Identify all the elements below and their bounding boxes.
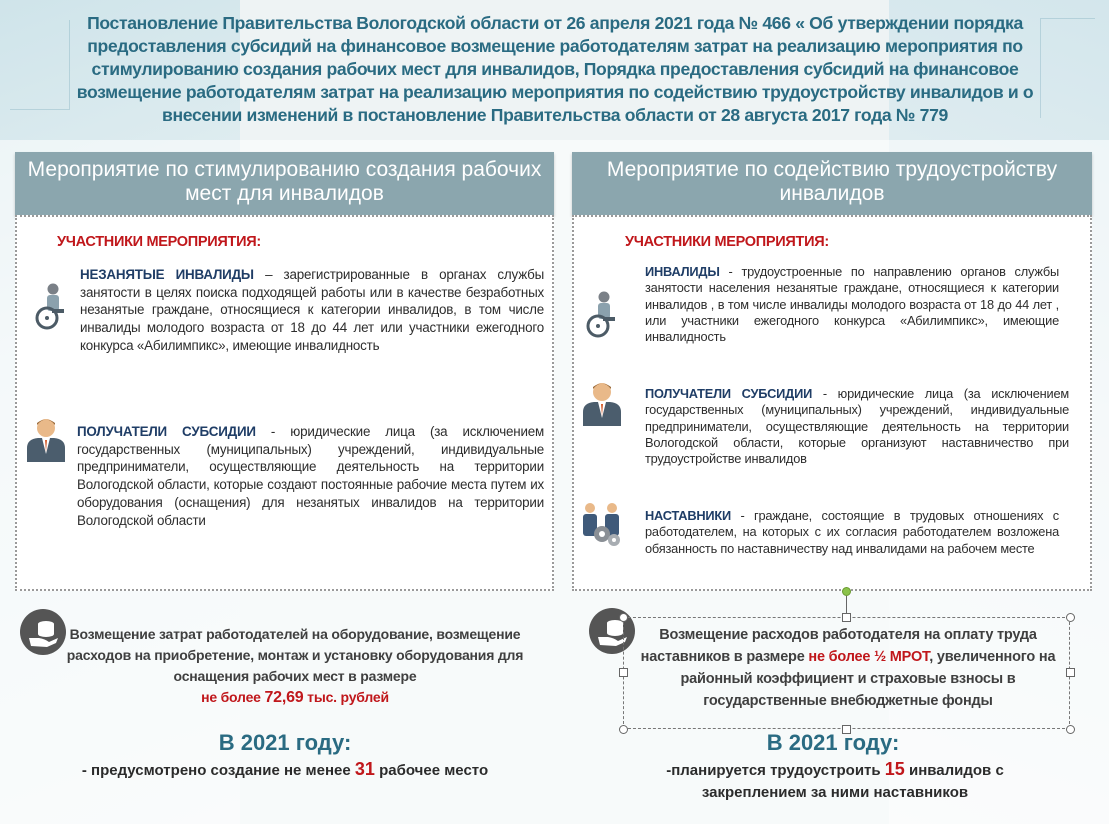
right-compensation-text-2: , увеличенного на районный коэффициент и страховые взносы в государственные внебюджетные фонды [680,649,1056,709]
resize-handle[interactable] [1066,725,1075,734]
wheelchair-user-icon [583,290,619,343]
businessman-icon [24,416,68,467]
left-recipients-description [77,423,544,529]
left-compensation-text: Возмещение затрат работодателей на оборудование, возмещение расходов на приобретение, монтаж и установку оборудования для оснащения рабочих мест в размере [66,626,524,684]
right-recipients-text: - юридические лица (за исключением государственных (муниципальных) учреждений, индивидуальные предприниматели, осуществляющие деятельность на территории Вологодской области, которые организуют наставничество при трудоустройстве инвалидов [645,386,1069,467]
right-compensation-info [636,624,1060,712]
left-year-prefix: - предусмотрено создание не менее [81,762,355,779]
right-section-title: УЧАСТНИКИ МЕРОПРИЯТИЯ: [625,234,829,250]
resize-handle[interactable] [619,668,628,677]
right-year-number: 15 [884,759,905,779]
left-section-title: УЧАСТНИКИ МЕРОПРИЯТИЯ: [57,234,261,250]
right-mentors-description [645,508,1059,557]
mentors-term: НАСТАВНИКИ [645,508,732,523]
right-compensation-limit: не более ½ МРОТ [808,649,930,665]
disabled-term: ИНВАЛИДЫ [645,264,720,279]
left-compensation-info [60,624,530,708]
left-limit-prefix: не более [201,689,265,705]
recipients-text: - юридические лица (за исключением государственных (муниципальных) учреждений, индивидуальные предприниматели, осуществляющие деятельность на территории Вологодской области, которые создают постоянные рабочие места путем их оборудования (оснащения) для незанятых инвалидов на территории Вологодской области [77,424,544,528]
left-year-suffix: рабочее место [374,762,489,779]
wheelchair-user-icon [32,282,68,335]
mentors-gears-icon [578,500,626,553]
left-column-header: Мероприятие по стимулированию создания рабочих мест для инвалидов [15,152,554,215]
recipients-term: ПОЛУЧАТЕЛИ СУБСИДИИ [77,424,256,439]
unemployed-text: – зарегистрированные в органах службы занятости в целях поиска подходящей работы или в качестве безработных незанятые граждане, относящиеся к категории инвалидов, в том числе инвалиды молодого возраста от 18 до 44 лет или участники ежегодного конкурса «Абилимпикс», имеющие инвалидность [80,267,544,353]
left-year-plan [30,758,540,782]
right-year-title: В 2021 году: [766,730,900,755]
left-limit-suffix: тыс. рублей [303,689,389,705]
disabled-text: - трудоустроенные по направлению органов службы занятости населения незанятые граждане, относящиеся к категории инвалидов , в том числе инвалиды молодого возраста от 18 до 44 лет , или участники ежегодного конкурса «Абилимпикс», имеющие инвалидность [645,264,1059,345]
left-year-title: В 2021 году: [218,730,352,755]
businessman-icon [580,380,624,431]
right-year-plan [640,758,1030,804]
resize-handle[interactable] [619,725,628,734]
right-year-prefix: -планируется трудоустроить [666,762,885,779]
rotate-handle[interactable] [842,587,851,596]
right-column-header: Мероприятие по содействию трудоустройству инвалидов [572,152,1092,215]
rotate-handle-stem [846,596,847,614]
left-unemployed-description [80,266,544,355]
page-title: Постановление Правительства Вологодской области от 26 апреля 2021 года № 466 « Об утверждении порядка предоставления субсидий на финансовое возмещение работодателям затрат на реализацию мероприятия по стимулированию создания рабочих мест для инвалидов, Порядка предоставления субсидий на финансовое возмещение работодателям затрат на реализацию мероприятия по содействию трудоустройству инвалидов и о внесении изменений в постановление Правительства области от 28 августа 2017 года № 779 [76,13,1034,125]
right-disabled-description [645,264,1059,345]
unemployed-term: НЕЗАНЯТЫЕ ИНВАЛИДЫ [80,267,254,282]
resize-handle[interactable] [842,613,851,622]
left-limit-value: 72,69 [264,689,304,706]
right-recipients-term: ПОЛУЧАТЕЛИ СУБСИДИИ [645,386,813,401]
mentors-text: - граждане, состоящие в трудовых отношениях с работодателем, на которых с их согласия работодателем возложена обязанность по наставничеству над инвалидами на рабочем месте [645,508,1059,556]
resize-handle[interactable] [1066,613,1075,622]
left-year-number: 31 [354,759,375,779]
resize-handle[interactable] [1066,668,1075,677]
right-compensation-text-1: Возмещение расходов работодателя на оплату труда наставников в размере [640,627,1037,665]
right-year-suffix: инвалидов с закреплением за ними наставников [701,762,1004,801]
right-recipients-description [645,386,1069,467]
resize-handle[interactable] [619,613,628,622]
